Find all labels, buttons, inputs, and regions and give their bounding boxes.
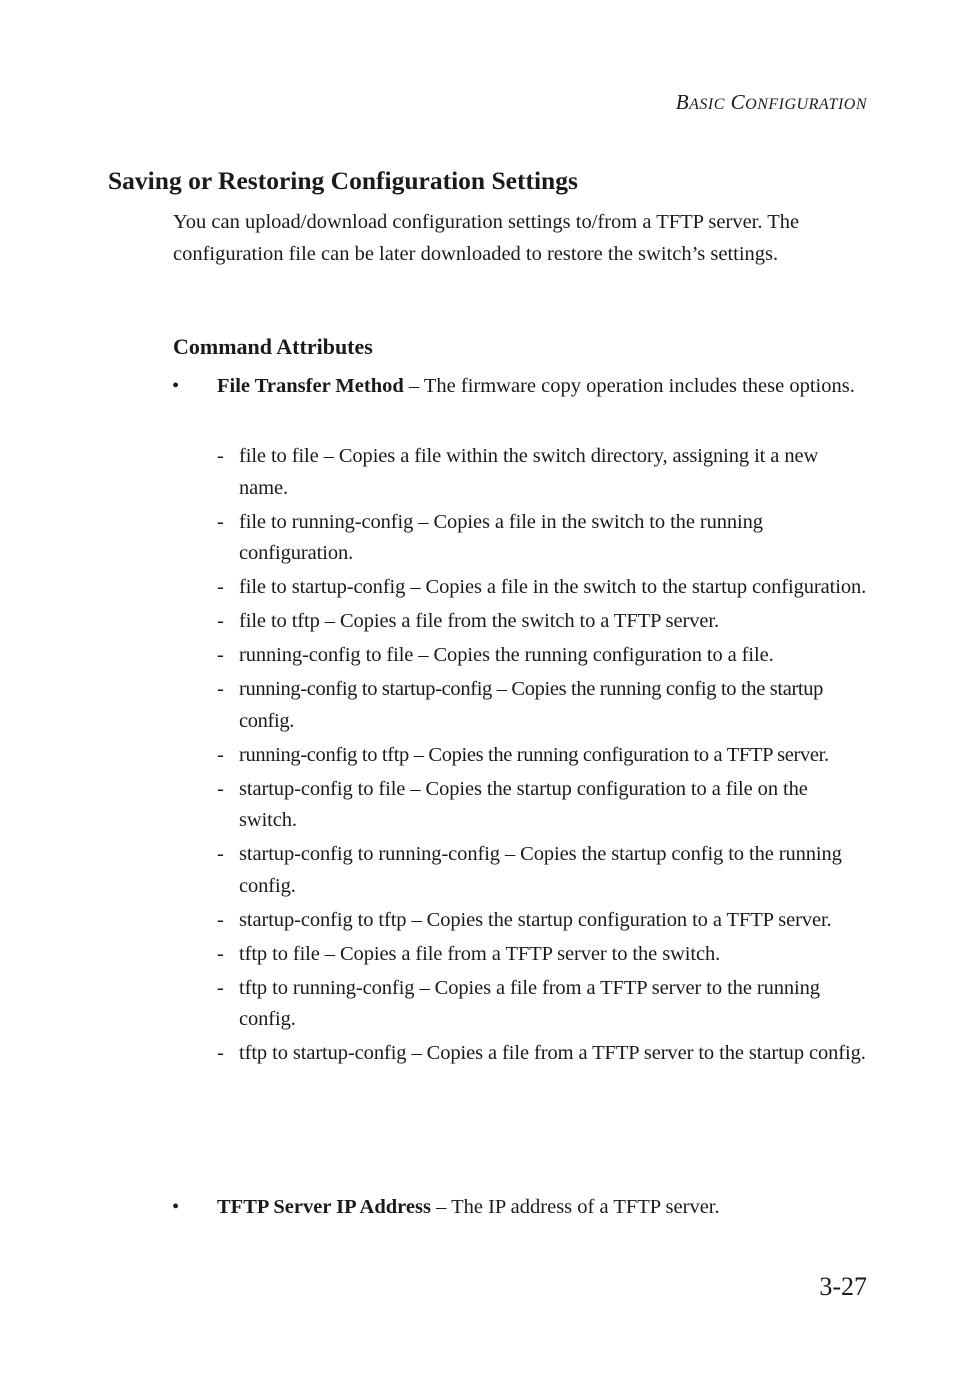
option-item — [217, 674, 867, 737]
option-text: startup-config to running-config – Copies the startup config to the running config. — [239, 843, 842, 897]
option-text: tftp to startup-config – Copies a file from a TFTP server to the startup config. — [239, 1042, 866, 1064]
option-text: running-config to tftp – Copies the running configuration to a TFTP server. — [239, 743, 829, 766]
option-dash: - — [217, 1042, 224, 1064]
option-item — [217, 507, 867, 570]
option-item — [217, 973, 867, 1036]
tftp-server-ip-description: – The IP address of a TFTP server. — [430, 1196, 720, 1218]
section-title: Saving or Restoring Configuration Settings — [108, 166, 578, 195]
option-item — [217, 774, 867, 837]
bullet-marker: • — [172, 375, 180, 397]
option-item — [217, 905, 867, 937]
option-dash: - — [217, 942, 224, 965]
option-text: tftp to file – Copies a file from a TFTP server to the switch. — [239, 942, 721, 965]
option-dash: - — [217, 777, 224, 800]
option-dash: - — [217, 843, 224, 865]
file-transfer-options-list — [217, 441, 867, 1072]
option-item — [217, 1038, 867, 1070]
option-item — [217, 441, 867, 504]
option-text: running-config to file – Copies the running configuration to a file. — [239, 644, 774, 666]
intro-paragraph: You can upload/download configuration settings to/from a TFTP server. The configuration file can be later downloaded to restore the switch’s settings. — [173, 211, 800, 265]
command-attributes-heading: Command Attributes — [173, 334, 373, 359]
option-text: file to file – Copies a file within the switch directory, assigning it a new name. — [239, 445, 819, 499]
option-dash: - — [217, 743, 224, 766]
option-item — [217, 939, 867, 971]
file-transfer-method-item — [217, 371, 867, 403]
running-head-basic: ASIC — [689, 96, 725, 113]
tftp-server-ip-item — [217, 1192, 867, 1224]
page-number: 3-27 — [819, 1272, 867, 1301]
option-dash: - — [217, 445, 224, 467]
option-text: file to tftp – Copies a file from the switch to a TFTP server. — [239, 610, 720, 632]
option-item — [217, 572, 867, 604]
running-head-cap-c: C — [730, 90, 746, 114]
file-transfer-method-description: – The firmware copy operation includes these options. — [403, 375, 855, 397]
option-dash: - — [217, 678, 224, 700]
file-transfer-method-term: File Transfer Method — [217, 375, 404, 397]
running-head-cap-b: B — [675, 90, 690, 114]
option-text: running-config to startup-config – Copies the running config to the startup config. — [239, 678, 824, 732]
option-dash: - — [217, 976, 224, 999]
option-item — [217, 606, 867, 638]
option-text: tftp to running-config – Copies a file from a TFTP server to the running config. — [239, 976, 820, 1030]
option-text: startup-config to file – Copies the startup configuration to a file on the switch. — [239, 777, 808, 831]
option-text: file to startup-config – Copies a file in the switch to the startup configuration. — [239, 576, 867, 598]
option-item — [217, 839, 867, 902]
option-dash: - — [217, 576, 224, 598]
option-dash: - — [217, 510, 224, 533]
option-item — [217, 740, 867, 772]
option-dash: - — [217, 610, 224, 632]
tftp-server-ip-term: TFTP Server IP Address — [217, 1196, 431, 1218]
running-head — [676, 90, 867, 115]
option-text: startup-config to tftp – Copies the startup configuration to a TFTP server. — [239, 908, 832, 931]
option-dash: - — [217, 644, 224, 666]
option-item — [217, 640, 867, 672]
option-text: file to running-config – Copies a file in the switch to the running configuration. — [239, 510, 763, 564]
option-dash: - — [217, 908, 224, 931]
running-head-configuration: ONFIGURATION — [745, 96, 867, 113]
bullet-marker: • — [172, 1196, 180, 1218]
